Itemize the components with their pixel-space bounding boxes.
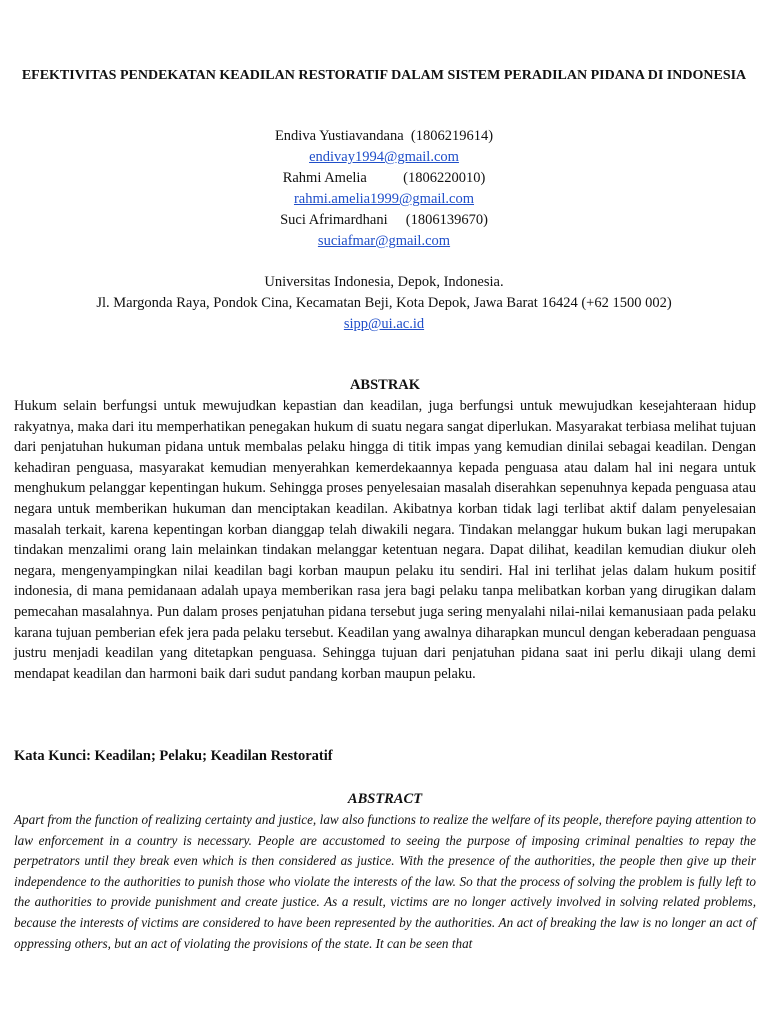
author-email-link[interactable]: suciafmar@gmail.com: [317, 233, 451, 249]
abstract-heading: ABSTRACT: [347, 791, 423, 807]
author-name-id: Endiva Yustiavandana (1806219614): [274, 128, 494, 144]
author-email-link[interactable]: rahmi.amelia1999@gmail.com: [293, 191, 475, 207]
author-name-id: Suci Afrimardhani (1806139670): [280, 212, 488, 228]
abstrak-heading: ABSTRAK: [349, 377, 421, 393]
affiliation-block: [14, 272, 754, 335]
author-list: [14, 126, 754, 252]
institution-address: Jl. Margonda Raya, Pondok Cina, Kecamatan Beji, Kota Depok, Jawa Barat 16424 (+62 1500 002): [96, 295, 672, 311]
author-name-id: Rahmi Amelia (1806220010): [282, 170, 486, 186]
author-email-link[interactable]: endivay1994@gmail.com: [309, 149, 459, 165]
institution-name: Universitas Indonesia, Depok, Indonesia.: [264, 274, 504, 290]
abstrak-body: Hukum selain berfungsi untuk mewujudkan kepastian dan keadilan, juga berfungsi untuk mewujudkan kesejahteraan hidup rakyatnya, maka dari itu memperhatikan penegakan hukum di suatu negara sangat diperlukan. Masyarakat terbiasa melihat tujuan dari penjatuhan hukuman pidana untuk membalas pelaku hingga di titik impas yang kemudian dinilai sebagai keadilan. Dengan kehadiran penguasa, masyarakat kemudian menyerahkan kemerdekaannya kepada penguasa atau dalam hal ini negara untuk menghukum pelanggar kepentingan hukum. Sehingga proses penyelesaian masalah diserahkan sepenuhnya kepada penguasa atau negara untuk memberikan hukuman dan menciptakan keadilan. Akibatnya korban tidak lagi terlibat aktif dalam penyelesaian masalah terkait, karena kepentingan korban dianggap telah diwakili negara. Tindakan melanggar hukum bukan lagi merupakan tindakan menzalimi orang lain melainkan tindakan melanggar ketentuan negara. Dapat dilihat, keadilan kemudian diukur oleh negara, mengenyampingkan nilai keadilan bagi korban maupun pelaku itu sendiri. Hal ini terlihat jelas dalam hukum positif indonesia, di mana pemidanaan adalah upaya memberikan rasa jera bagi pelaku tanpa melibatkan korban yang dirugikan dalam pemecahan masalahnya. Pun dalam proses penjatuhan pidana tersebut juga sering menyalahi nilai-nilai kemanusiaan pada pelaku karana tujuan pemberian efek jera pada pelaku tersebut. Keadilan yang awalnya diharapkan muncul dengan keberadaan penguasa justru menjadi keadilan yang ditetapkan penguasa. Sehingga tujuan dari penjatuhan pidana saat ini perlu dikaji ulang demi mendapat keadilan dan harmoni baik dari sudut pandang korban maupun pelaku.: [14, 398, 756, 682]
institution-email-link[interactable]: sipp@ui.ac.id: [343, 316, 425, 332]
paper-title: EFEKTIVITAS PENDEKATAN KEADILAN RESTORATIF DALAM SISTEM PERADILAN PIDANA DI INDONESIA: [21, 68, 747, 83]
abstract-body: Apart from the function of realizing certainty and justice, law also functions to realize the welfare of its people, therefore paying attention to law enforcement in a country is necessary. People are accustomed to seeing the purpose of imposing criminal penalties to repay the perpetrators until they break even which is then considered as justice. With the presence of the authorities, the people then give up their independence to the authorities to punish those who violate the interests of the law. So that the process of solving the problem is fully left to the authorities to provide punishment and create justice. As a result, victims are no longer actively involved in solving related problems, because the interests of victims are considered to have been represented by the authorities. An act of breaking the law is no longer an act of oppressing others, but an act of violating the provisions of the state. It can be seen that: [14, 812, 756, 951]
keywords-line: Kata Kunci: Keadilan; Pelaku; Keadilan Restoratif: [14, 748, 333, 764]
